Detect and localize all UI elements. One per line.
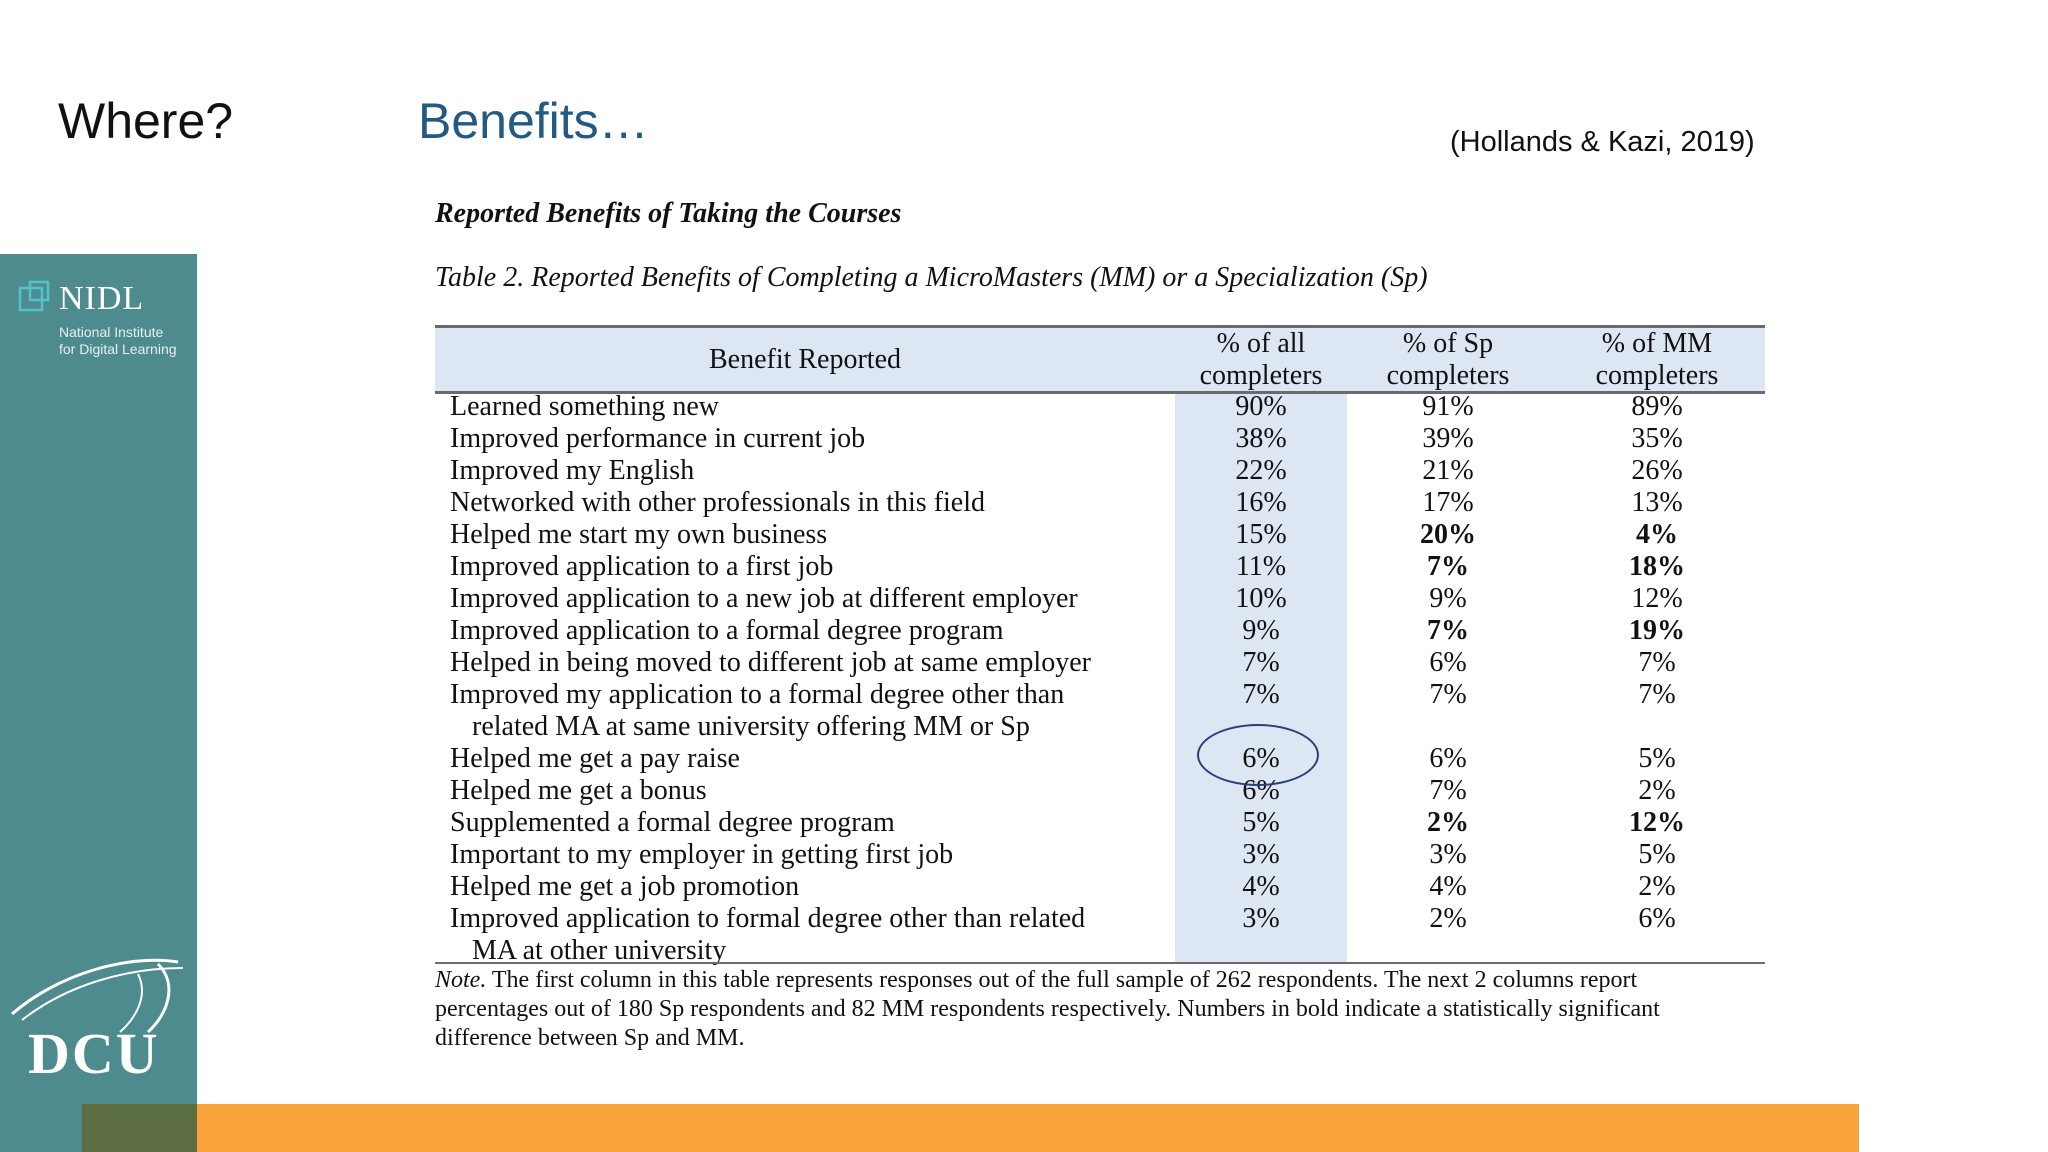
cell-benefit bbox=[450, 455, 1170, 487]
header-mm-completers bbox=[1549, 328, 1765, 392]
cell-benefit bbox=[450, 423, 1170, 455]
cell-sp: 7% bbox=[1429, 679, 1467, 710]
cell-benefit bbox=[450, 871, 1170, 903]
cell-sp: 2% bbox=[1429, 903, 1467, 934]
cell-benefit bbox=[450, 583, 1170, 615]
cell-all: 3% bbox=[1242, 903, 1280, 934]
cell-all: 7% bbox=[1242, 679, 1280, 710]
nidl-logo bbox=[14, 276, 194, 366]
cell-all: 90% bbox=[1235, 391, 1287, 422]
citation: (Hollands & Kazi, 2019) bbox=[1450, 126, 1755, 158]
dcu-logo bbox=[8, 954, 188, 1094]
cell-benefit-continuation: MA at other university bbox=[472, 935, 727, 966]
nidl-subtitle-line1: National Institute bbox=[59, 324, 164, 340]
table-row bbox=[435, 903, 1765, 967]
cell-all: 6% bbox=[1242, 775, 1280, 806]
header-mm-line1: % of MM bbox=[1601, 328, 1713, 359]
cell-benefit-text: Important to my employer in getting first job bbox=[450, 839, 954, 870]
cell-benefit bbox=[450, 679, 1170, 743]
header-all-line2: completers bbox=[1199, 360, 1323, 391]
table-row bbox=[435, 583, 1765, 615]
cell-all: 5% bbox=[1242, 807, 1280, 838]
cell-all: 4% bbox=[1242, 871, 1280, 902]
cell-benefit-continuation: related MA at same university offering MM or Sp bbox=[472, 711, 1030, 742]
cell-sp: 4% bbox=[1429, 871, 1467, 902]
cell-mm: 35% bbox=[1631, 423, 1683, 454]
table-row bbox=[435, 647, 1765, 679]
cell-sp: 7% bbox=[1427, 615, 1469, 646]
footer-bar bbox=[197, 1104, 1859, 1152]
dcu-wordmark: DCU bbox=[28, 1021, 160, 1086]
cell-mm: 5% bbox=[1638, 743, 1676, 774]
header-sp-completers bbox=[1347, 328, 1549, 392]
cell-benefit bbox=[450, 807, 1170, 839]
cell-all: 11% bbox=[1235, 551, 1287, 582]
cell-sp: 3% bbox=[1429, 839, 1467, 870]
where-title: Where? bbox=[58, 93, 234, 149]
cell-all: 9% bbox=[1242, 615, 1280, 646]
cell-mm: 12% bbox=[1629, 807, 1685, 838]
cell-sp: 21% bbox=[1422, 455, 1474, 486]
table-row bbox=[435, 455, 1765, 487]
cell-mm: 26% bbox=[1631, 455, 1683, 486]
table-row bbox=[435, 487, 1765, 519]
cell-all: 38% bbox=[1235, 423, 1287, 454]
table-row bbox=[435, 679, 1765, 743]
note-text: The first column in this table represents responses out of the full sample of 262 respondents. The next 2 columns report percentages out of 180 Sp respondents and 82 MM respondents respectively. Numbers in bold indicate a statistically significant difference between Sp and MM. bbox=[435, 967, 1660, 1051]
table-row bbox=[435, 391, 1765, 423]
cell-all: 3% bbox=[1242, 839, 1280, 870]
note-label: Note. bbox=[435, 967, 487, 993]
cell-sp: 20% bbox=[1420, 519, 1476, 550]
cell-benefit bbox=[450, 743, 1170, 775]
cell-benefit-text: Improved application to a formal degree program bbox=[450, 615, 1004, 646]
nidl-mark-icon bbox=[18, 280, 52, 314]
cell-benefit bbox=[450, 775, 1170, 807]
table-row bbox=[435, 839, 1765, 871]
cell-benefit bbox=[450, 487, 1170, 519]
cell-benefit-text: Helped me get a job promotion bbox=[450, 871, 800, 902]
cell-benefit-text: Learned something new bbox=[450, 391, 720, 422]
table-header bbox=[435, 325, 1765, 394]
table-bottom-rule bbox=[435, 962, 1765, 964]
cell-sp: 17% bbox=[1422, 487, 1474, 518]
cell-benefit bbox=[450, 839, 1170, 871]
table-row bbox=[435, 551, 1765, 583]
cell-benefit bbox=[450, 391, 1170, 423]
benefits-title: Benefits… bbox=[418, 93, 649, 149]
cell-sp: 91% bbox=[1422, 391, 1474, 422]
table-row bbox=[435, 807, 1765, 839]
cell-benefit-text: Improved my application to a formal degree other than bbox=[450, 679, 1065, 710]
table-caption: Table 2. Reported Benefits of Completing a MicroMasters (MM) or a Specialization (Sp) bbox=[435, 262, 1428, 293]
cell-mm: 89% bbox=[1631, 391, 1683, 422]
cell-mm: 7% bbox=[1638, 679, 1676, 710]
cell-benefit-text: Helped me get a bonus bbox=[450, 775, 707, 806]
cell-benefit bbox=[450, 903, 1170, 967]
nidl-name: NIDL bbox=[59, 280, 145, 317]
cell-all: 6% bbox=[1242, 743, 1280, 774]
table-row bbox=[435, 423, 1765, 455]
nidl-subtitle bbox=[59, 324, 199, 358]
cell-sp: 2% bbox=[1427, 807, 1469, 838]
cell-sp: 9% bbox=[1429, 583, 1467, 614]
cell-sp: 6% bbox=[1429, 743, 1467, 774]
cell-sp: 6% bbox=[1429, 647, 1467, 678]
header-all-line1: % of all bbox=[1216, 328, 1306, 359]
header-mm-line2: completers bbox=[1595, 360, 1719, 391]
header-benefit: Benefit Reported bbox=[708, 344, 902, 375]
table-row bbox=[435, 615, 1765, 647]
cell-mm: 18% bbox=[1629, 551, 1685, 582]
cell-sp: 7% bbox=[1427, 551, 1469, 582]
cell-benefit bbox=[450, 615, 1170, 647]
cell-mm: 2% bbox=[1638, 871, 1676, 902]
cell-benefit-text: Helped me get a pay raise bbox=[450, 743, 740, 774]
header-all-completers bbox=[1175, 328, 1347, 392]
cell-mm: 6% bbox=[1638, 903, 1676, 934]
cell-sp: 7% bbox=[1429, 775, 1467, 806]
table-row bbox=[435, 775, 1765, 807]
cell-all: 15% bbox=[1235, 519, 1287, 550]
cell-benefit-text: Improved application to a new job at different employer bbox=[450, 583, 1078, 614]
table-row bbox=[435, 871, 1765, 903]
cell-benefit-text: Improved application to a first job bbox=[450, 551, 834, 582]
benefits-table bbox=[435, 325, 1765, 965]
cell-mm: 5% bbox=[1638, 839, 1676, 870]
cell-benefit-text: Improved application to formal degree other than related bbox=[450, 903, 1086, 934]
table-row bbox=[435, 519, 1765, 551]
cell-mm: 7% bbox=[1638, 647, 1676, 678]
cell-mm: 19% bbox=[1629, 615, 1685, 646]
cell-all: 7% bbox=[1242, 647, 1280, 678]
cell-benefit-text: Supplemented a formal degree program bbox=[450, 807, 895, 838]
cell-sp: 39% bbox=[1422, 423, 1474, 454]
cell-mm: 4% bbox=[1636, 519, 1678, 550]
cell-mm: 2% bbox=[1638, 775, 1676, 806]
highlight-circle bbox=[1197, 724, 1319, 786]
cell-all: 10% bbox=[1235, 583, 1287, 614]
cell-benefit-text: Networked with other professionals in this field bbox=[450, 487, 986, 518]
footer-dark-block bbox=[82, 1104, 197, 1152]
cell-benefit-text: Improved my English bbox=[450, 455, 695, 486]
cell-benefit bbox=[450, 519, 1170, 551]
cell-benefit-text: Improved performance in current job bbox=[450, 423, 866, 454]
cell-mm: 12% bbox=[1631, 583, 1683, 614]
table-row bbox=[435, 743, 1765, 775]
nidl-subtitle-line2: for Digital Learning bbox=[59, 341, 177, 357]
cell-benefit-text: Helped me start my own business bbox=[450, 519, 828, 550]
document-heading: Reported Benefits of Taking the Courses bbox=[435, 198, 902, 229]
table-body bbox=[435, 391, 1765, 967]
header-sp-line2: completers bbox=[1386, 360, 1510, 391]
header-sp-line1: % of Sp bbox=[1402, 328, 1494, 359]
cell-benefit bbox=[450, 647, 1170, 679]
cell-benefit-text: Helped in being moved to different job at same employer bbox=[450, 647, 1091, 678]
cell-mm: 13% bbox=[1631, 487, 1683, 518]
sidebar-panel bbox=[0, 254, 197, 1152]
table-note bbox=[435, 966, 1735, 1053]
cell-all: 16% bbox=[1235, 487, 1287, 518]
cell-benefit bbox=[450, 551, 1170, 583]
cell-all: 22% bbox=[1235, 455, 1287, 486]
